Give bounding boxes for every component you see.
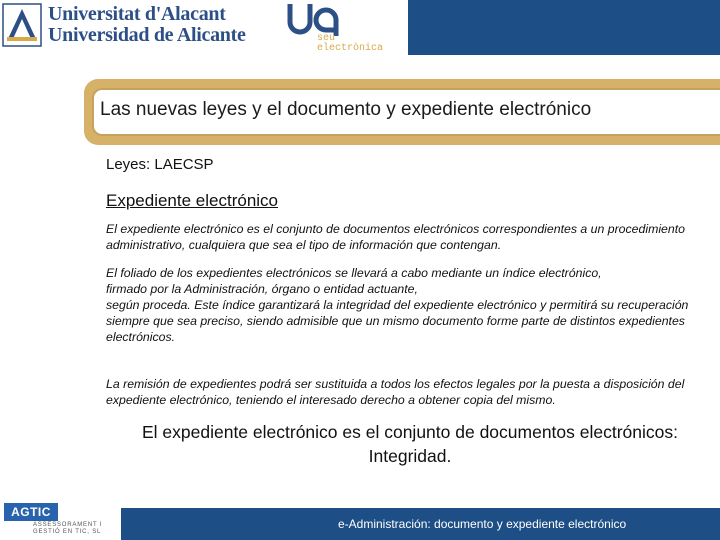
header	[0, 0, 720, 56]
paragraph-definition: El expediente electrónico es el conjunto de documentos electrónicos correspondientes a un procedimiento administrativo, cualquiera que sea el tipo de información que contengan.	[106, 222, 685, 252]
header-blue-panel	[408, 0, 720, 55]
university-name-valencian: Universitat d'Alacant	[48, 3, 226, 25]
leyes-label: Leyes: LAECSP	[106, 156, 214, 173]
footer-title: e-Administración: documento y expediente electrónico	[338, 517, 627, 531]
section-heading: Expediente electrónico	[106, 191, 279, 210]
paragraph-line: electrónicos.	[106, 330, 176, 344]
university-shield-icon	[2, 3, 42, 47]
agtic-subtitle: ASSESSORAMENT I GESTIÓ EN TIC, SL	[33, 522, 103, 535]
summary-statement: El expediente electrónico es el conjunto de documentos electrónicos: Integridad.	[141, 422, 679, 466]
seu-label: seu	[317, 33, 336, 44]
agtic-logo: AGTIC	[4, 503, 58, 521]
paragraph-line: El foliado de los expedientes electrónicos se llevará a cabo mediante un índice electrónico,	[106, 266, 602, 280]
university-name	[48, 4, 246, 46]
slide-title: Las nuevas leyes y el documento y expediente electrónico	[100, 99, 592, 120]
paragraph-remision: La remisión de expedientes podrá ser sustituida a todos los efectos legales por la puesta a disposición del expediente electrónico, teniendo el interesado derecho a obtener copia del mismo.	[106, 377, 685, 407]
paragraph-line: según proceda. Este índice garantizará la integridad del expediente electrónico y permitirá su recuperación siempre que sea preciso, siendo admisible que un mismo documento forme parte de distintos expedientes	[106, 298, 689, 328]
university-name-spanish: Universidad de Alicante	[48, 24, 246, 46]
paragraph-foliado	[106, 265, 718, 345]
electronica-label: electrònica	[317, 43, 384, 54]
paragraph-line: firmado por la Administración, órgano o entidad actuante,	[106, 282, 418, 296]
seu-electronica-label	[317, 34, 383, 54]
